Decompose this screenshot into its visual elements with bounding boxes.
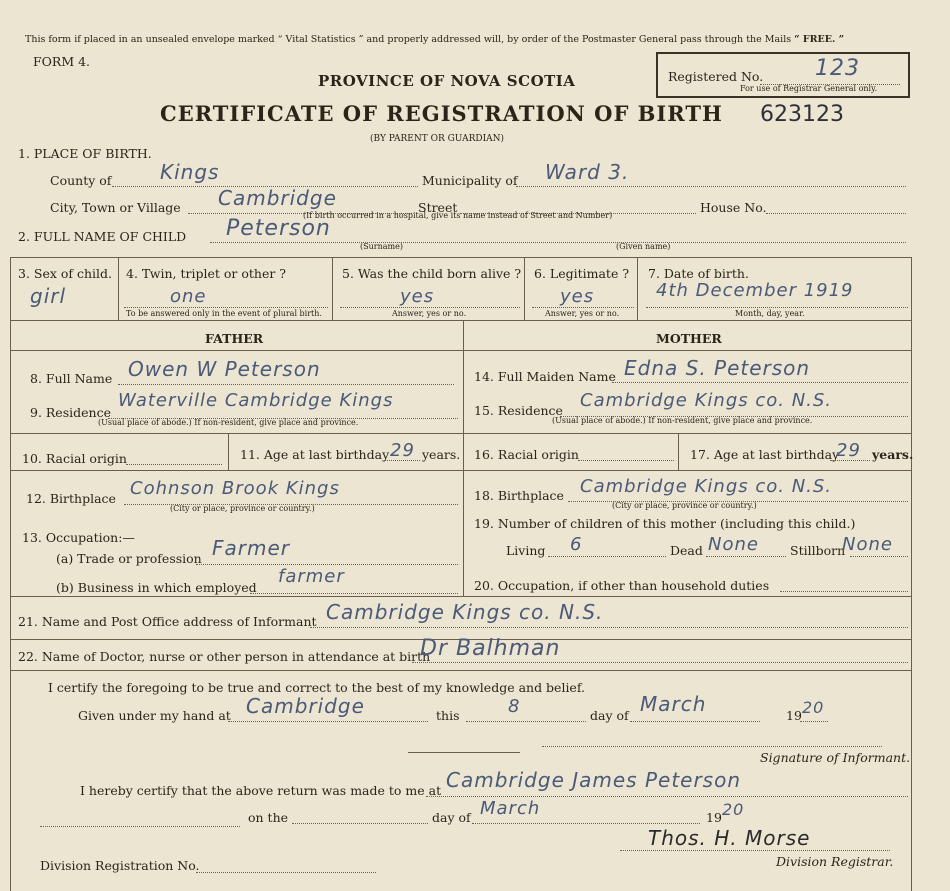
- house-label: House No.: [700, 200, 767, 215]
- child-name-label: 2. FULL NAME OF CHILD: [18, 229, 187, 244]
- twin-note: To be answered only in the event of plural birth.: [126, 309, 322, 318]
- given-caption: (Given name): [616, 242, 671, 251]
- twin-label: 4. Twin, triplet or other ?: [126, 266, 286, 281]
- father-residence-label: 9. Residence: [30, 405, 111, 420]
- business-label: (b) Business in which employed: [56, 580, 257, 595]
- registrar-signature: Thos. H. Morse: [648, 826, 811, 850]
- informant-value: Cambridge Kings co. N.S.: [326, 600, 604, 624]
- trade-label: (a) Trade or profession: [56, 551, 202, 566]
- municipality-label: Municipality of: [422, 173, 518, 188]
- alive-label: 5. Was the child born alive ?: [342, 266, 522, 281]
- given-label: Given under my hand at: [78, 708, 231, 723]
- mother-racial-label: 16. Racial origin: [474, 447, 579, 462]
- division-registration-label: Division Registration No.: [40, 858, 200, 873]
- living-label: Living: [506, 543, 546, 558]
- this-label: this: [436, 708, 460, 723]
- father-name-label: 8. Full Name: [30, 371, 113, 386]
- mother-residence-note: (Usual place of abode.) If non-resident, give place and province.: [552, 416, 813, 425]
- mother-years: years.: [872, 447, 914, 462]
- month2-value: March: [480, 798, 541, 819]
- sex-value: girl: [30, 284, 67, 308]
- legit-label: 6. Legitimate ?: [534, 266, 630, 281]
- mother-residence-value: Cambridge Kings co. N.S.: [580, 390, 833, 411]
- father-racial-label: 10. Racial origin: [22, 451, 127, 466]
- province-title: PROVINCE OF NOVA SCOTIA: [318, 72, 576, 90]
- birthdate-label: 7. Date of birth.: [648, 266, 749, 281]
- given-place-value: Cambridge: [246, 694, 365, 718]
- living-value: 6: [570, 534, 583, 555]
- year-prefix: 19: [786, 708, 802, 723]
- mother-residence-label: 15. Residence: [474, 403, 563, 418]
- hospital-note: (If birth occurred in a hospital, give its name instead of Street and Number): [303, 211, 613, 220]
- form-number: FORM 4.: [33, 54, 91, 69]
- return-label: I hereby certify that the above return was made to me at: [80, 783, 442, 798]
- sex-label: 3. Sex of child.: [18, 266, 113, 281]
- day-value: 8: [508, 696, 521, 717]
- father-age-label: 11. Age at last birthday: [240, 447, 390, 462]
- father-birthplace-label: 12. Birthplace: [26, 491, 116, 506]
- surname-caption: (Surname): [360, 242, 403, 251]
- business-value: farmer: [278, 566, 345, 587]
- stamp-number: 623123: [760, 102, 844, 127]
- father-heading: FATHER: [205, 331, 264, 346]
- dead-label: Dead: [670, 543, 703, 558]
- county-label: County of: [50, 173, 112, 188]
- dead-value: None: [708, 534, 759, 555]
- father-age-value: 29: [390, 440, 415, 461]
- father-birthplace-value: Cohnson Brook Kings: [130, 478, 340, 499]
- informant-label: 21. Name and Post Office address of Informant: [18, 614, 317, 629]
- mother-name-value: Edna S. Peterson: [624, 356, 811, 380]
- certificate-subtitle: (BY PARENT OR GUARDIAN): [370, 134, 505, 144]
- mother-heading: MOTHER: [656, 331, 722, 346]
- year-value: 20: [802, 698, 825, 717]
- mother-age-value: 29: [836, 440, 861, 461]
- legit-value: yes: [560, 286, 595, 307]
- city-value: Cambridge: [218, 186, 337, 210]
- on-the-label: on the: [248, 810, 289, 825]
- legit-note: Answer, yes or no.: [545, 309, 620, 318]
- doctor-value: Dr Balhman: [420, 636, 561, 661]
- mother-birthplace-value: Cambridge Kings co. N.S.: [580, 476, 833, 497]
- father-occupation-label: 13. Occupation:—: [22, 530, 135, 545]
- registered-label: Registered No.: [668, 69, 764, 84]
- birthdate-note: Month, day, year.: [735, 309, 805, 318]
- mother-name-label: 14. Full Maiden Name: [474, 369, 616, 384]
- mother-age-label: 17. Age at last birthday: [690, 447, 840, 462]
- year2-prefix: 19: [706, 810, 722, 825]
- alive-value: yes: [400, 286, 435, 307]
- year2-value: 20: [722, 800, 745, 819]
- registrar-label: Division Registrar.: [776, 854, 894, 869]
- registered-number: 123: [815, 56, 860, 81]
- dayof-label: day of: [590, 708, 629, 723]
- stillborn-label: Stillborn: [790, 543, 846, 558]
- father-residence-note: (Usual place of abode.) If non-resident, give place and province.: [98, 418, 359, 427]
- certificate-title: CERTIFICATE OF REGISTRATION OF BIRTH: [160, 101, 723, 126]
- child-surname-value: Peterson: [226, 216, 331, 241]
- return-value: Cambridge James Peterson: [446, 768, 742, 792]
- father-name-value: Owen W Peterson: [128, 357, 321, 381]
- month-value: March: [640, 692, 707, 716]
- informant-signature-label: Signature of Informant.: [760, 750, 911, 765]
- stillborn-value: None: [842, 534, 893, 555]
- place-of-birth-heading: 1. PLACE OF BIRTH.: [18, 146, 152, 161]
- mother-occupation-label: 20. Occupation, if other than household duties: [474, 578, 770, 593]
- twin-value: one: [170, 286, 207, 307]
- trade-value: Farmer: [212, 536, 290, 560]
- alive-note: Answer, yes or no.: [392, 309, 467, 318]
- mother-birthplace-label: 18. Birthplace: [474, 488, 564, 503]
- mother-birthplace-note: (City or place, province or country.): [612, 501, 757, 510]
- father-residence-value: Waterville Cambridge Kings: [118, 390, 394, 411]
- father-years: years.: [422, 447, 461, 462]
- registrar-use-note: For use of Registrar General only.: [740, 84, 878, 93]
- birthdate-value: 4th December 1919: [656, 280, 854, 301]
- city-label: City, Town or Village: [50, 200, 181, 215]
- county-value: Kings: [160, 160, 220, 184]
- doctor-label: 22. Name of Doctor, nurse or other person in attendance at birth: [18, 649, 431, 664]
- dayof2-label: day of: [432, 810, 471, 825]
- certify-statement: I certify the foregoing to be true and correct to the best of my knowledge and belief.: [48, 680, 585, 695]
- children-count-label: 19. Number of children of this mother (including this child.): [474, 516, 856, 531]
- father-birthplace-note: (City or place, province or country.): [170, 504, 315, 513]
- postal-notice: This form if placed in an unsealed envelope marked “ Vital Statistics ” and properly addressed will, by order of the Postmaster General pass through the Mails “ FREE. ”: [25, 34, 845, 45]
- municipality-value: Ward 3.: [545, 160, 630, 184]
- street-label: Street: [418, 200, 458, 215]
